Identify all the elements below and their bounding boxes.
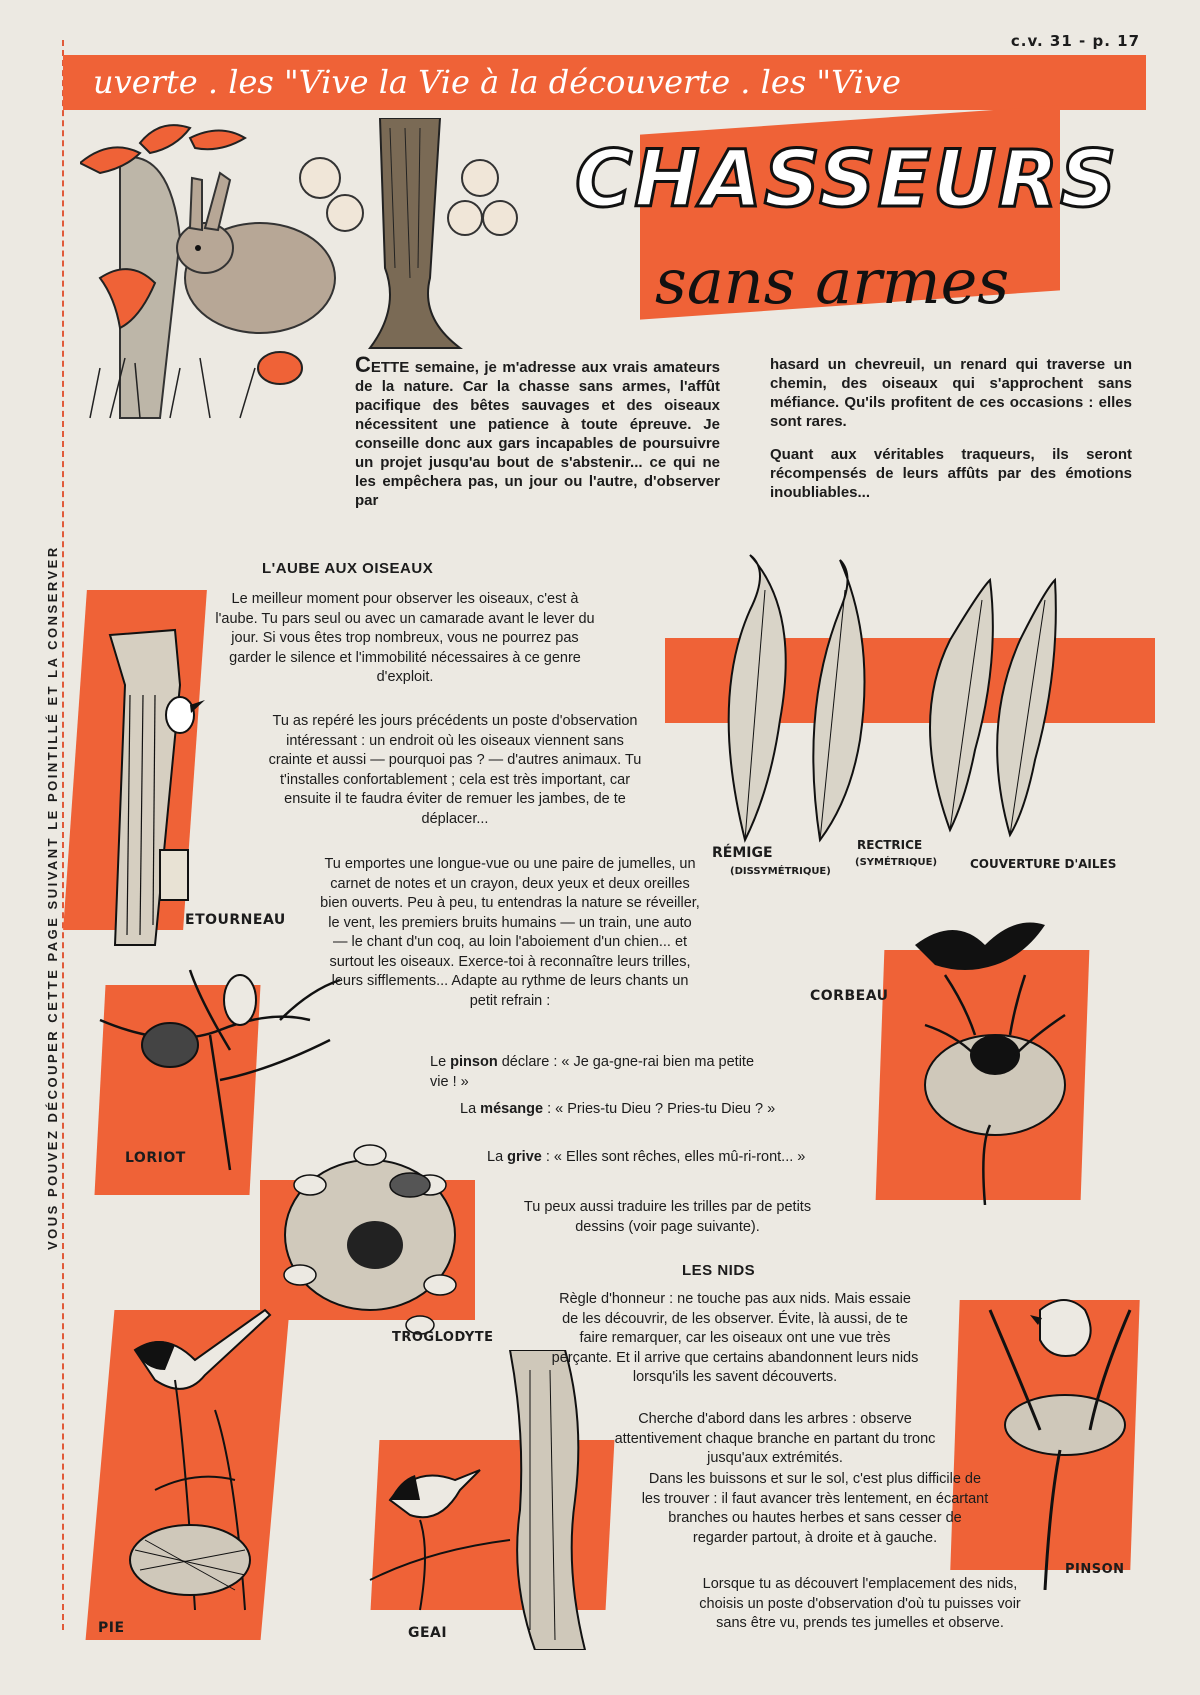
nids-paragraph-4: Lorsque tu as découvert l'emplacement des nids, choisis un poste d'observation d'où tu puisses voir sans être vu, prends tes jumelles et observe. — [699, 1576, 1021, 1631]
refrain-mesange-pre: La — [460, 1101, 481, 1117]
refrain-grive-keyword: grive — [507, 1149, 542, 1165]
page-reference: c.v. 31 - p. 17 — [1010, 32, 1140, 50]
intro-column-2 — [770, 355, 1132, 510]
intro-col2-paragraph-2: Quant aux véritables traqueurs, ils seront récompensés de leurs affûts par des émotions inoubliables... — [770, 446, 1132, 501]
feather-label-rectrice-sub: (SYMÉTRIQUE) — [855, 857, 938, 868]
bird-label-etourneau: ETOURNEAU — [185, 912, 286, 928]
refrain-grive-pre: La — [487, 1149, 508, 1165]
article-title: CHASSEURS — [575, 135, 1119, 225]
section-aube-text-3 — [320, 855, 700, 1019]
aube-paragraph-2: Tu as repéré les jours précédents un poste d'observation intéressant : un endroit où les oiseaux viennent sans crainte et aussi — pourquoi pas ? — d'autres animaux. Tu t'installes confortablement ; cela est très important, car ensuite il te faudra éviter de remuer les jambes, de te déplacer... — [268, 713, 642, 827]
aube-paragraph-3: Tu emportes une longue-vue ou une paire de jumelles, un carnet de notes et un crayon, deux yeux et deux oreilles bien ouverts. Peu à peu, tu entendras la nature se réveiller, le vent, les premiers bruits humains — un train, une auto — le chant d'un coq, au loin l'aboiement d'un chien... et surtout les oiseaux. Exerce-toi à reconnaître leurs trilles, leurs sifflements... Adapte au rythme de leurs chants un petit refrain : — [320, 856, 700, 1009]
pie-illustration — [95, 1290, 295, 1620]
refrain-mesange — [460, 1100, 790, 1120]
cut-guide-dotted-line — [62, 40, 64, 1630]
aube-paragraph-4: Tu peux aussi traduire les trilles par de petits dessins (voir page suivante). — [523, 1199, 812, 1235]
intro-column-1 — [355, 352, 720, 510]
refrain-mesange-keyword: mésange — [480, 1101, 544, 1117]
nids-paragraph-1: Règle d'honneur : ne touche pas aux nids. Mais essaie de les découvrir, de les observer. Évite, là aussi, de te faire remarquer, car les oiseaux ont une vue très perçante. Et il arrive que certains abandonnent leurs nids lorsqu'ils les savent découverts. — [551, 1291, 919, 1385]
bird-label-troglodyte: TROGLODYTE — [392, 1330, 494, 1345]
feather-label-remige: RÉMIGE — [712, 845, 773, 861]
side-cut-instruction: VOUS POUVEZ DÉCOUPER CETTE PAGE SUIVANT LE POINTILLÉ ET LA CONSERVER — [45, 545, 60, 1250]
bird-label-corbeau: CORBEAU — [810, 988, 889, 1004]
aube-paragraph-1: Le meilleur moment pour observer les oiseaux, c'est à l'aube. Tu pars seul ou avec un camarade avant le lever du jour. Si vous êtes trop nombreux, vous ne pourrez pas garder le silence et l'immobilité nécessaires à ce genre d'exploit. — [215, 591, 595, 685]
banner-text: uverte . les "Vive la Vie à la découverte . les "Vive — [93, 63, 901, 101]
intro-col2-paragraph-1: hasard un chevreuil, un renard qui traverse un chemin, des oiseaux qui s'approchent sans méfiance. Qu'ils profitent de ces occasions : elles sont rares. — [770, 356, 1132, 430]
nids-paragraph-3: Dans les buissons et sur le sol, c'est plus difficile de les trouver : il faut avancer très lentement, en écartant branches ou hautes herbes et sans cesser de regarder partout, à droite et à gauche. — [641, 1471, 989, 1546]
refrain-mesange-text: : « Pries-tu Dieu ? Pries-tu Dieu ? » — [543, 1101, 776, 1117]
section-heading-nids: LES NIDS — [682, 1262, 756, 1279]
intro-dropcap: C — [355, 352, 371, 377]
refrain-grive-text: : « Elles sont rêches, elles mû-ri-ront... » — [541, 1149, 806, 1165]
refrain-pinson-text: déclare : « Je ga-gne-rai bien ma petite vie ! » — [430, 1054, 755, 1090]
intro-col1-text: ETTE semaine, je m'adresse aux vrais amateurs de la nature. Car la chasse sans armes, l'affût pacifique des bêtes sauvages et des oiseaux nécessitent une patience à toute épreuve. Je conseille donc aux gars incapables de poursuivre un projet jusqu'au bout de s'abstenir... ce qui ne les empêchera pas, un jour ou l'autre, d'observer par — [355, 359, 720, 509]
nids-paragraph-2: Cherche d'abord dans les arbres : observe attentivement chaque branche en partant du tronc jusqu'aux extrémités. — [614, 1411, 936, 1466]
feather-label-remige-sub: (DISSYMÉTRIQUE) — [730, 866, 831, 877]
section-heading-aube: L'AUBE AUX OISEAUX — [262, 560, 434, 577]
refrain-pinson-pre: Le — [430, 1054, 451, 1070]
section-aube-text — [215, 590, 595, 696]
feather-label-rectrice: RECTRICE — [857, 838, 923, 852]
section-aube-text-2 — [265, 712, 645, 837]
bird-label-pie: PIE — [98, 1620, 125, 1636]
geai-illustration — [360, 1350, 620, 1650]
refrain-pinson-keyword: pinson — [450, 1054, 498, 1070]
article-subtitle: sans armes — [655, 245, 1010, 318]
feather-label-couverture: COUVERTURE D'AILES — [970, 857, 1117, 871]
bird-label-pinson: PINSON — [1065, 1562, 1125, 1577]
refrain-grive — [487, 1148, 817, 1168]
bird-label-geai: GEAI — [408, 1625, 448, 1641]
header-banner — [63, 55, 1146, 110]
feathers-illustration — [690, 550, 1130, 850]
refrain-pinson — [430, 1053, 775, 1092]
corbeau-illustration — [875, 905, 1095, 1205]
bird-label-loriot: LORIOT — [125, 1150, 186, 1166]
